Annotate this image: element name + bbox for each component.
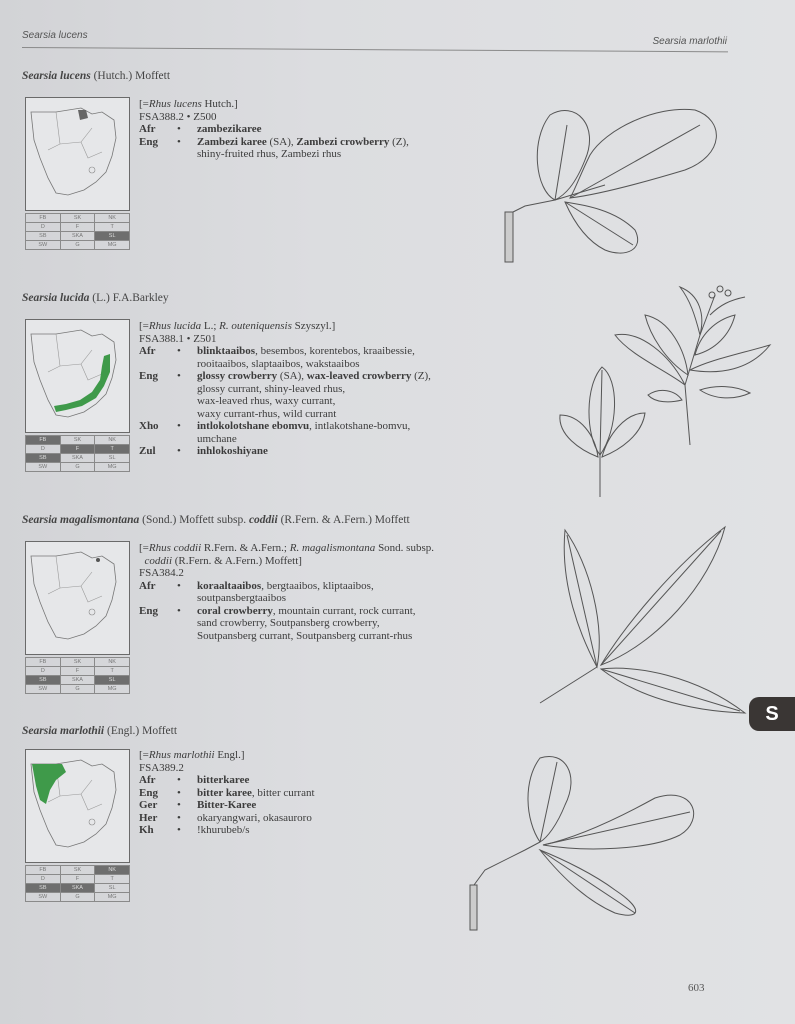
region-grid: FB SK NK D F T SB SKA SL SW G MG — [25, 865, 130, 902]
distribution-map — [25, 97, 130, 250]
codes: FSA389.2 — [139, 761, 184, 774]
species-entry-lucens — [22, 70, 772, 248]
section-tab: S — [749, 697, 795, 731]
map-southern-africa — [25, 749, 130, 863]
region-grid: FB SK NK D F T SB SKA SL SW G MG — [25, 435, 130, 472]
leaf-illustration-lucens — [495, 100, 730, 270]
leaf-illustration-magalismontana — [535, 525, 750, 715]
map-southern-africa — [25, 541, 130, 655]
leaf-illustration-lucida — [550, 275, 780, 500]
name-row-eng: Eng • Zambezi karee (SA), Zambezi crowberry (Z), shiny-fruited rhus, Zambezi rhus — [139, 135, 409, 160]
distribution-map — [25, 541, 130, 694]
species-title: Searsia marlothii (Engl.) Moffett — [22, 725, 178, 737]
page-number: 603 — [688, 982, 705, 994]
synonym-line: [=Rhus lucens Hutch.] — [139, 98, 238, 110]
running-header-left: Searsia lucens — [22, 30, 88, 41]
distribution-map — [25, 319, 130, 472]
species-text: [=Rhus lucida L.; R. outeniquensis Szyszyl.] FSA388.1 • Z501 Afr • blinktaaibos, besembos, korentebos, kraaibessie, rooitaaibos, slaptaaibos, wakstaaibos Eng • glossy crowberry (SA), wax-leaved crowberry (Z), glossy currant, shiny-leaved rhus, wax-leaved rhus, waxy currant, waxy currant-rhus, wild currant Xho • intlokolotshane ebomvu, intlakotshane-bomvu, umchane Zul • inhlokoshiyane — [139, 320, 547, 458]
map-southern-africa — [25, 97, 130, 211]
species-text: [=Rhus coddii R.Fern. & A.Fern.; R. magalismontana Sond. subsp. coddii (R.Fern. & A.Fern.) Moffett] FSA384.2 Afr • koraaltaaibos, bergtaaibos, kliptaaibos, soutpansbergtaaibos Eng • coral crowberry, mountain currant, rock currant, sand crowberry, Soutpansberg crowberry, Soutpansberg currant, Soutpansberg currant-rhus — [139, 542, 547, 642]
region-grid: FB SK NK D F T SB SKA SL SW G MG — [25, 657, 130, 694]
map-southern-africa — [25, 319, 130, 433]
codes: FSA384.2 — [139, 567, 184, 579]
name-row-afr: Afr • zambezikaree — [139, 123, 262, 135]
species-title: Searsia lucens (Hutch.) Moffett — [22, 70, 171, 82]
species-text: [=Rhus marlothii Engl.] FSA389.2 Afr • bitterkaree Eng • bitter karee, bitter currant Ger • Bitter-Karee Her • okaryangwari, okasauroro Kh • !khurubeb/s — [139, 749, 547, 837]
codes: FSA388.2 • Z500 — [139, 110, 217, 123]
species-title: Searsia lucida (L.) F.A.Barkley — [22, 292, 169, 304]
species-entry-marlothii — [22, 725, 772, 900]
running-header-right: Searsia marlothii — [652, 36, 727, 47]
species-title: Searsia magalismontana (Sond.) Moffett subsp. coddii (R.Fern. & A.Fern.) Moffett — [22, 514, 410, 526]
codes: FSA388.1 • Z501 — [139, 332, 217, 345]
header-rule — [22, 47, 728, 52]
region-grid: FB SK NK D F T SB SKA SL SW G MG — [25, 213, 130, 250]
leaf-illustration-marlothii — [465, 750, 705, 935]
distribution-map — [25, 749, 130, 902]
species-text — [139, 98, 547, 161]
